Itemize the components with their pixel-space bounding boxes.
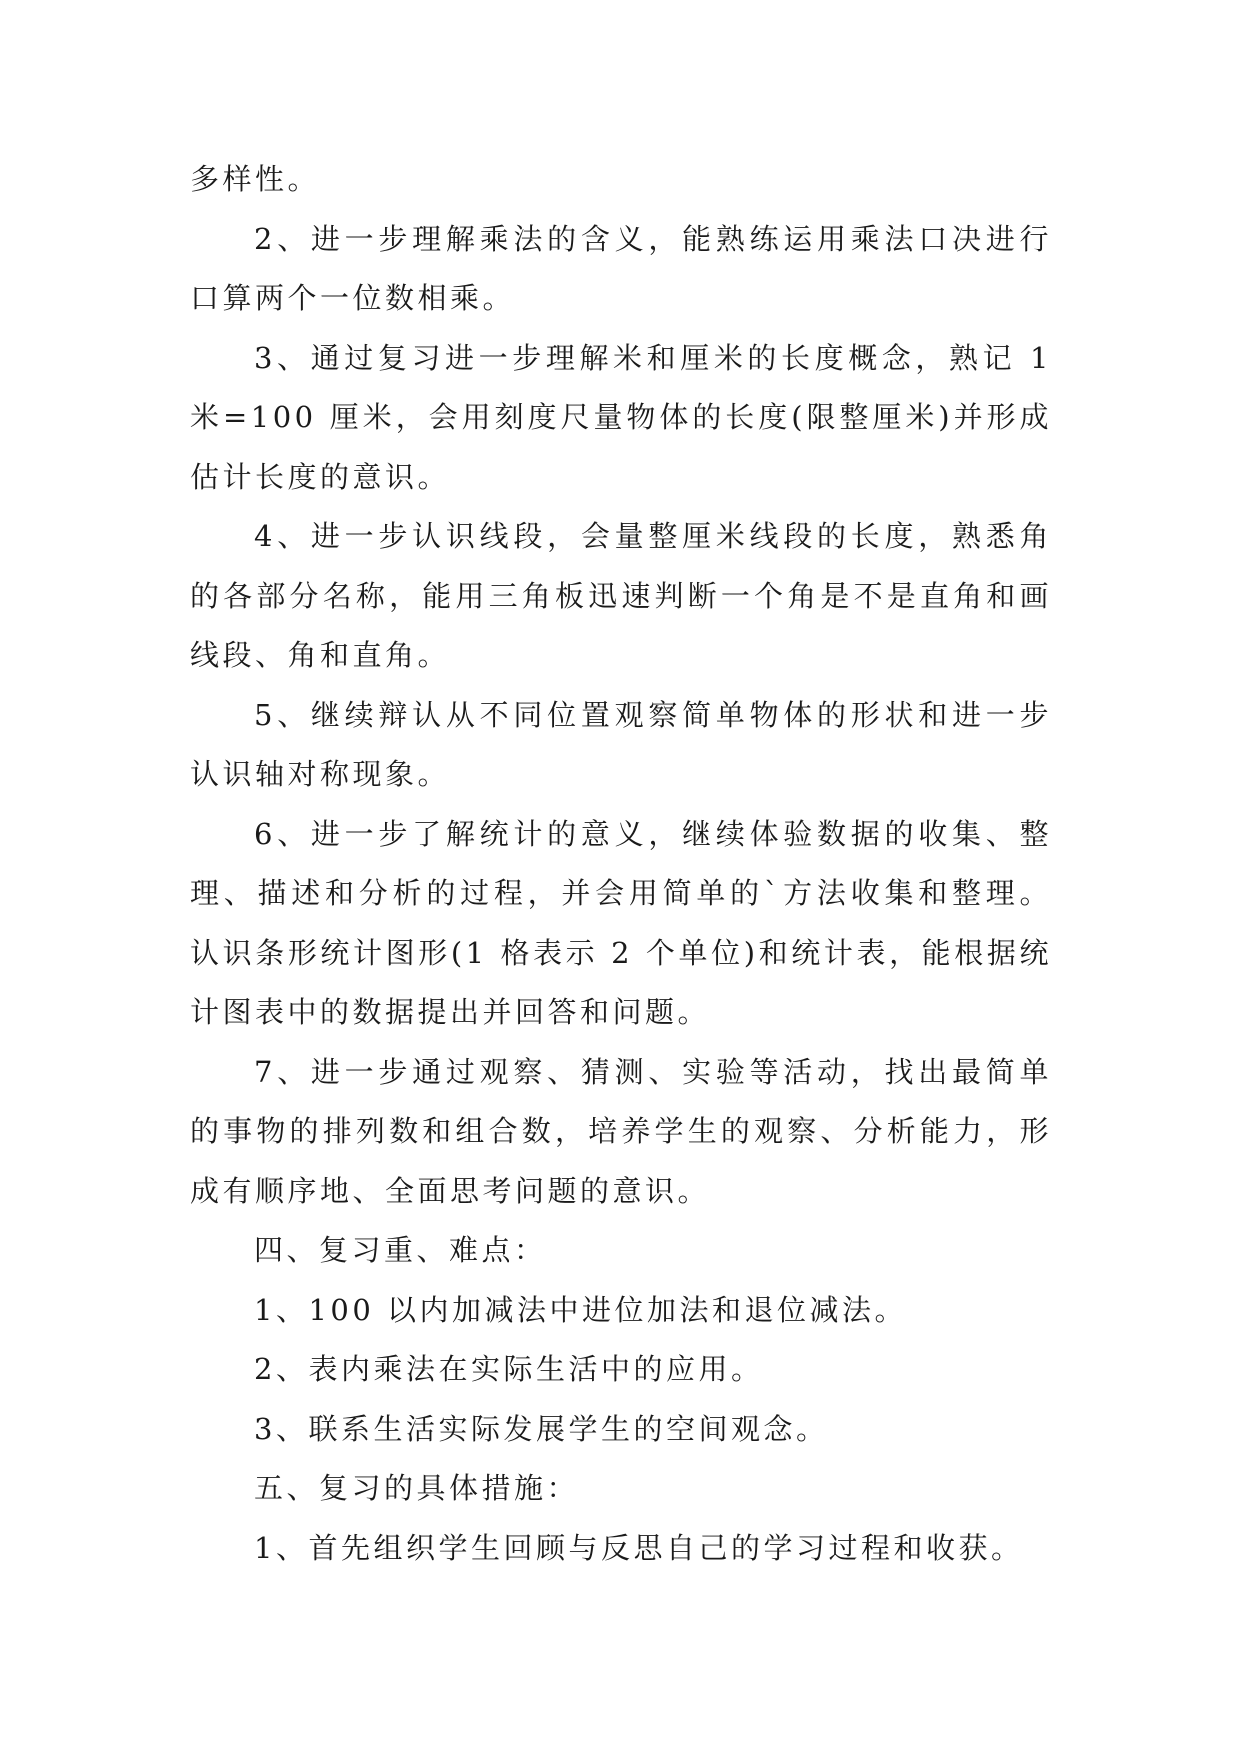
paragraph-key-point-2: 2、表内乘法在实际生活中的应用。 bbox=[254, 1352, 764, 1386]
section-heading-key-points: 四、复习重、难点： bbox=[254, 1233, 547, 1267]
paragraph-key-point-3: 3、联系生活实际发展学生的空间观念。 bbox=[254, 1411, 829, 1446]
paragraph-continuation: 多样性。 bbox=[190, 162, 321, 196]
paragraph-goal-2: 2、进一步理解乘法的含义，能熟练运用乘法口决进行口算两个一位数相乘。 bbox=[190, 221, 1052, 315]
paragraph-key-point-1: 1、100 以内加减法中进位加法和退位减法。 bbox=[254, 1292, 908, 1327]
paragraph-goal-6: 6、进一步了解统计的意义，继续体验数据的收集、整理、描述和分析的过程，并会用简单的`方法收集和整理。认识条形统计图形(1 格表示 2 个单位)和统计表，能根据统计图表中的数据提出并回答和问题。 bbox=[190, 816, 1052, 1029]
paragraph-goal-3: 3、通过复习进一步理解米和厘米的长度概念，熟记 1 米=100 厘米，会用刻度尺量物体的长度(限整厘米)并形成估计长度的意识。 bbox=[190, 340, 1052, 494]
document-page bbox=[190, 150, 1052, 1578]
paragraph-goal-4: 4、进一步认识线段，会量整厘米线段的长度，熟悉角的各部分名称，能用三角板迅速判断一个角是不是直角和画线段、角和直角。 bbox=[190, 519, 1052, 672]
paragraph-goal-5: 5、继续辩认从不同位置观察简单物体的形状和进一步认识轴对称现象。 bbox=[190, 697, 1052, 791]
section-heading-measures: 五、复习的具体措施： bbox=[254, 1471, 580, 1505]
paragraph-goal-7: 7、进一步通过观察、猜测、实验等活动，找出最简单的事物的排列数和组合数，培养学生的观察、分析能力，形成有顺序地、全面思考问题的意识。 bbox=[190, 1054, 1052, 1208]
paragraph-measure-1: 1、首先组织学生回顾与反思自己的学习过程和收获。 bbox=[254, 1530, 1024, 1565]
